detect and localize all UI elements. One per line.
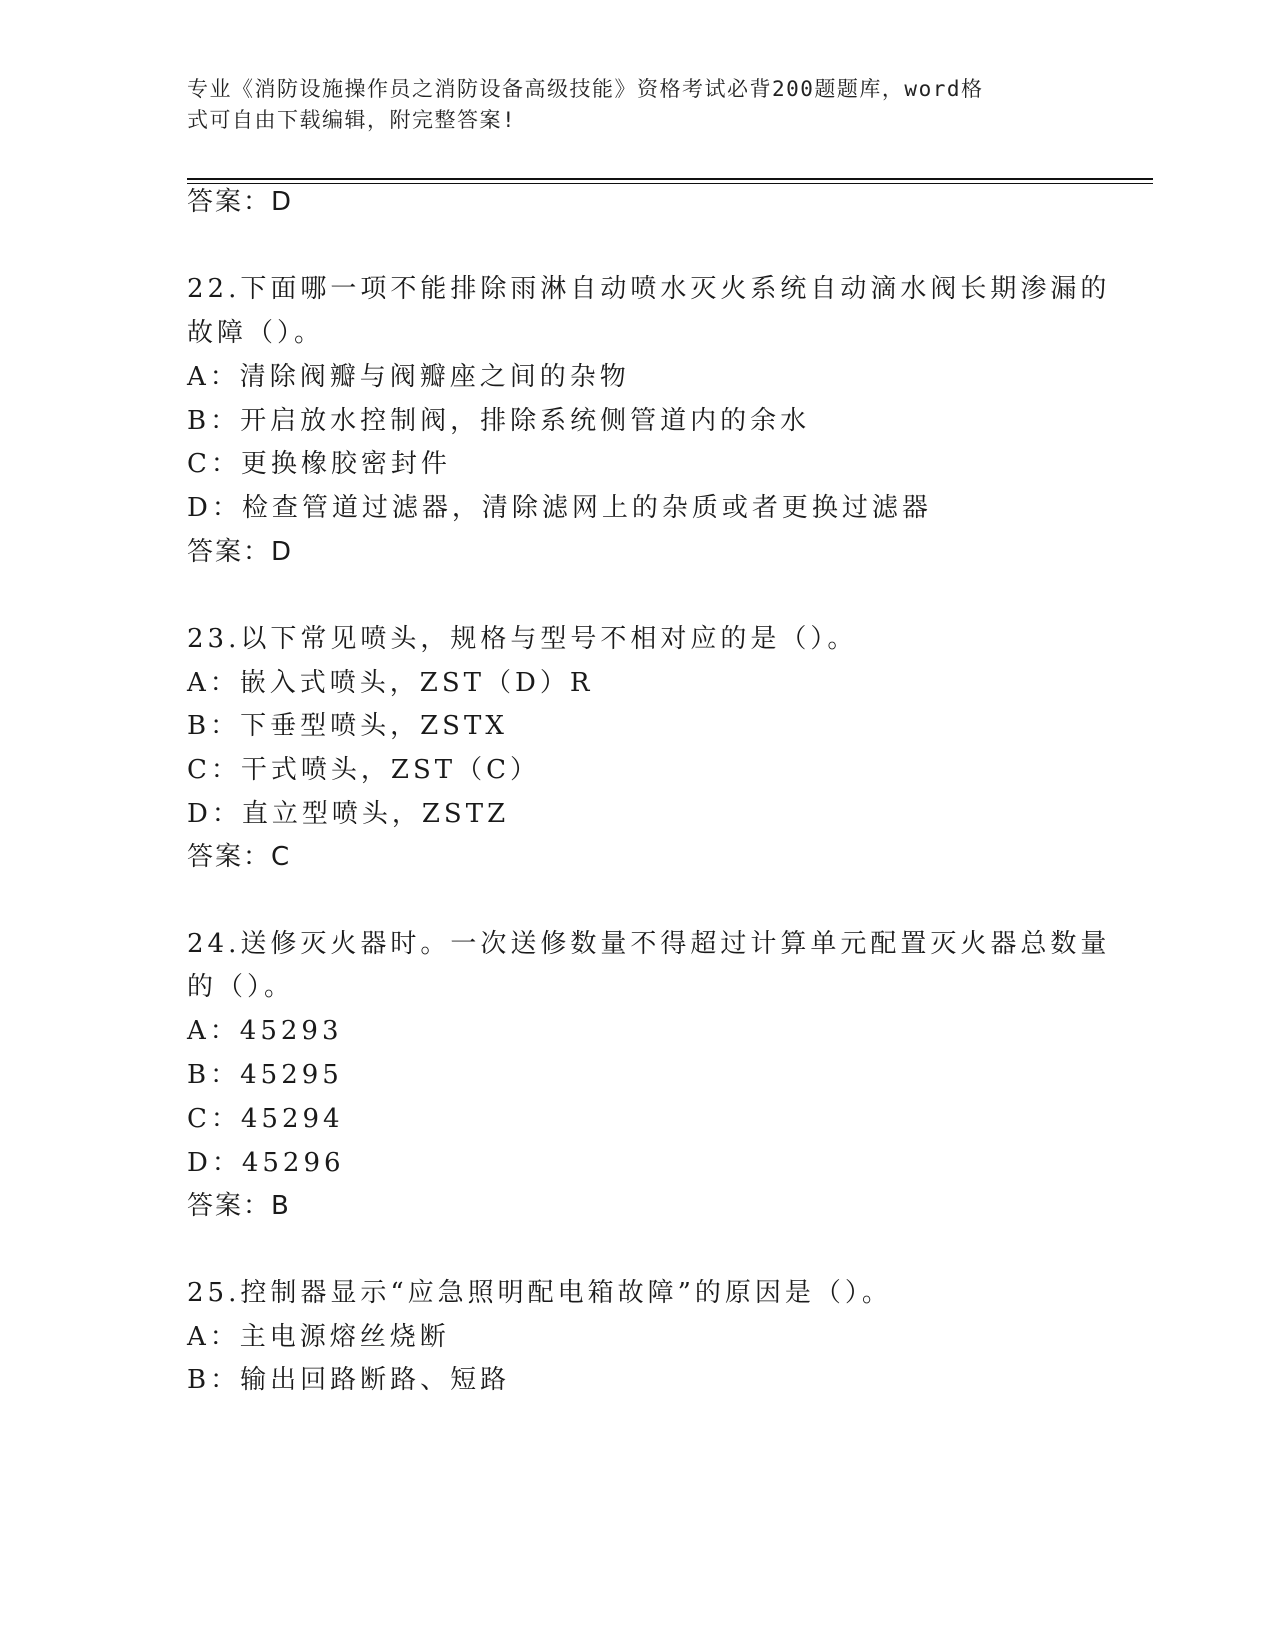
question-24-stem-line-2: 的（）。 bbox=[187, 972, 295, 1002]
question-25-stem-line-1: 25.控制器显示“应急照明配电箱故障”的原因是（）。 bbox=[187, 1278, 892, 1308]
question-23-option-b: B：下垂型喷头，ZSTX bbox=[187, 711, 508, 741]
question-24-option-c: C：45294 bbox=[187, 1104, 344, 1134]
header-line-1: 专业《消防设施操作员之消防设备高级技能》资格考试必背200题题库，word格 bbox=[187, 77, 984, 101]
question-25-option-b: B：输出回路断路、短路 bbox=[187, 1365, 511, 1395]
question-22-option-b: B：开启放水控制阀，排除系统侧管道内的余水 bbox=[187, 406, 811, 436]
header-divider-thick bbox=[187, 178, 1153, 180]
question-24-option-b: B：45295 bbox=[187, 1060, 343, 1090]
header-line-2: 式可自由下载编辑，附完整答案! bbox=[187, 108, 517, 132]
previous-answer: 答案：D bbox=[187, 187, 294, 217]
question-23-answer: 答案：C bbox=[187, 842, 292, 872]
question-22-answer: 答案：D bbox=[187, 537, 294, 567]
question-24-option-a: A：45293 bbox=[187, 1016, 343, 1046]
question-22-option-d: D：检查管道过滤器，清除滤网上的杂质或者更换过滤器 bbox=[187, 493, 932, 523]
question-24-answer: 答案：B bbox=[187, 1191, 291, 1221]
question-24-option-d: D：45296 bbox=[187, 1148, 345, 1178]
question-22-option-c: C：更换橡胶密封件 bbox=[187, 449, 451, 479]
document-header bbox=[187, 74, 1077, 136]
question-22-option-a: A：清除阀瓣与阀瓣座之间的杂物 bbox=[187, 362, 630, 392]
question-23-option-c: C：干式喷头，ZST（C） bbox=[187, 755, 541, 785]
question-23-option-a: A：嵌入式喷头，ZST（D）R bbox=[187, 668, 594, 698]
question-24-stem-line-1: 24.送修灭火器时。一次送修数量不得超过计算单元配置灭火器总数量 bbox=[187, 929, 1111, 959]
header-divider-thin bbox=[187, 183, 1153, 184]
question-23-stem-line-1: 23.以下常见喷头，规格与型号不相对应的是（）。 bbox=[187, 624, 858, 654]
question-25-option-a: A：主电源熔丝烧断 bbox=[187, 1322, 450, 1352]
question-23-option-d: D：直立型喷头，ZSTZ bbox=[187, 799, 510, 829]
question-22-stem-line-2: 故障（）。 bbox=[187, 318, 325, 348]
question-22-stem-line-1: 22.下面哪一项不能排除雨淋自动喷水灭火系统自动滴水阀长期渗漏的 bbox=[187, 274, 1111, 304]
